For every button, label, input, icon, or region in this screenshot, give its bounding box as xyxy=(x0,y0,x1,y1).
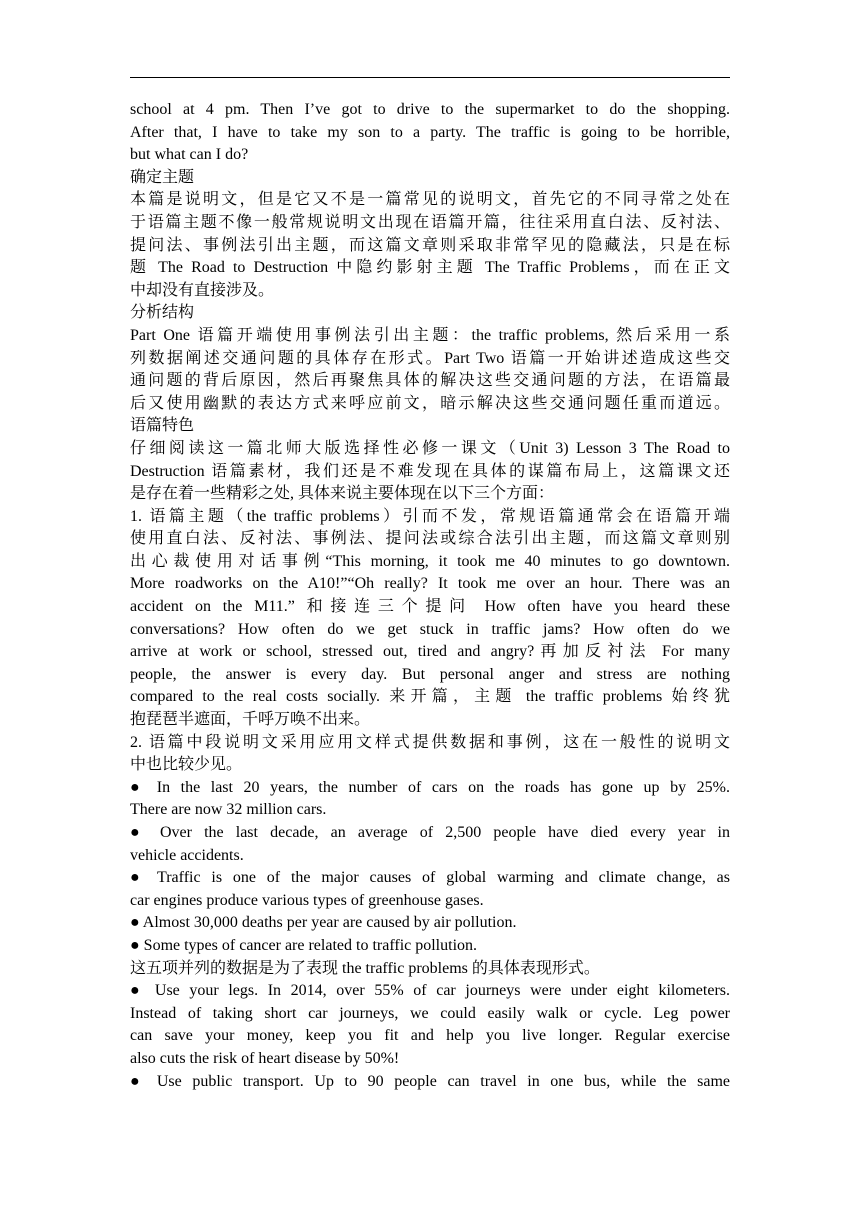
text-line: ● Over the last decade, an average of 2,500 people have died every year in xyxy=(130,824,730,841)
text-line: also cuts the risk of heart disease by 50%! xyxy=(130,1049,400,1067)
text-line: 题 The Road to Destruction 中隐约影射主题 The Traffic Problems，而在正文 xyxy=(130,259,730,277)
text-line: 确定主题 xyxy=(130,168,195,186)
text-line: ● Almost 30,000 deaths per year are caused by air pollution. xyxy=(130,914,517,932)
text-line: ● Use your legs. In 2014, over 55% of car journeys were under eight kilometers. xyxy=(130,982,730,1000)
text-line: Instead of taking short car journeys, we could easily walk or cycle. Leg power xyxy=(130,1004,730,1022)
text-line: 分析结构 xyxy=(130,304,195,322)
text-line: After that, I have to take my son to a party. The traffic is going to be horrible, xyxy=(130,123,730,141)
text-line: school at 4 pm. Then I’ve got to drive to the supermarket to do the shopping. xyxy=(130,101,730,118)
text-line: car engines produce various types of greenhouse gases. xyxy=(130,891,484,909)
text-line: 通问题的背后原因，然后再聚焦具体的解决这些交通问题的方法，在语篇最 xyxy=(130,372,730,390)
text-line: arrive at work or school, stressed out, tired and angry?再加反衬法 For many xyxy=(130,643,730,661)
text-line: conversations? How often do we get stuck in traffic jams? How often do we xyxy=(130,620,730,638)
text-line: 中也比较少见。 xyxy=(130,756,243,774)
text-line: can save your money, keep you fit and help you live longer. Regular exercise xyxy=(130,1027,730,1045)
text-line: 中却没有直接涉及。 xyxy=(130,281,275,299)
text-line: vehicle accidents. xyxy=(130,846,244,864)
text-line: Part One 语篇开端使用事例法引出主题：the traffic problems, 然后采用一系 xyxy=(130,326,730,344)
text-line: 出心裁使用对话事例“This morning, it took me 40 minutes to go downtown. xyxy=(130,552,730,570)
text-line: 本篇是说明文，但是它又不是一篇常见的说明文，首先它的不同寻常之处在 xyxy=(130,191,730,209)
document-body xyxy=(130,99,730,1093)
text-line: Destruction 语篇素材，我们还是不难发现在具体的谋篇布局上，这篇课文还 xyxy=(130,462,730,480)
text-line: ● Some types of cancer are related to traffic pollution. xyxy=(130,936,478,954)
text-line: ● Use public transport. Up to 90 people can travel in one bus, while the same xyxy=(130,1072,730,1090)
text-line: ● Traffic is one of the major causes of global warming and climate change, as xyxy=(130,869,730,887)
text-line: There are now 32 million cars. xyxy=(130,801,327,819)
text-line: 提问法、事例法引出主题，而这篇文章则采取非常罕见的隐藏法，只是在标 xyxy=(130,236,730,254)
text-line: 2. 语篇中段说明文采用应用文样式提供数据和事例，这在一般性的说明文 xyxy=(130,733,730,751)
text-line: 是存在着一些精彩之处, 具体来说主要体现在以下三个方面： xyxy=(130,485,555,503)
text-line: 1. 语篇主题（the traffic problems）引而不发，常规语篇通常会在语篇开端 xyxy=(130,507,730,525)
text-line: ● In the last 20 years, the number of cars on the roads has gone up by 25%. xyxy=(130,778,730,796)
text-line: 于语篇主题不像一般常规说明文出现在语篇开篇，往往采用直白法、反衬法、 xyxy=(130,213,730,231)
text-line: 仔细阅读这一篇北师大版选择性必修一课文（Unit 3) Lesson 3 The Road to xyxy=(130,439,730,457)
text-line: 这五项并列的数据是为了表现 the traffic problems 的具体表现形式。 xyxy=(130,959,600,977)
text-line: but what can I do? xyxy=(130,146,249,164)
text-line: 使用直白法、反衬法、事例法、提问法或综合法引出主题，而这篇文章则别 xyxy=(130,530,730,548)
text-line: More roadworks on the A10!”“Oh really? It took me over an hour. There was an xyxy=(130,575,730,593)
text-line: compared to the real costs socially. 来开篇，主题 the traffic problems 始终犹 xyxy=(130,688,730,706)
header-rule xyxy=(130,77,730,78)
text-line: 抱琵琶半遮面，千呼万唤不出来。 xyxy=(130,711,371,729)
text-line: 语篇特色 xyxy=(130,417,195,435)
text-line: people, the answer is every day. But personal anger and stress are nothing xyxy=(130,665,730,683)
text-line: 后又使用幽默的表达方式来呼应前文，暗示解决这些交通问题任重而道远。 xyxy=(130,394,730,412)
text-line: 列数据阐述交通问题的具体存在形式。Part Two 语篇一开始讲述造成这些交 xyxy=(130,349,730,367)
text-line: accident on the M11.” 和接连三个提问 How often have you heard these xyxy=(130,598,730,616)
